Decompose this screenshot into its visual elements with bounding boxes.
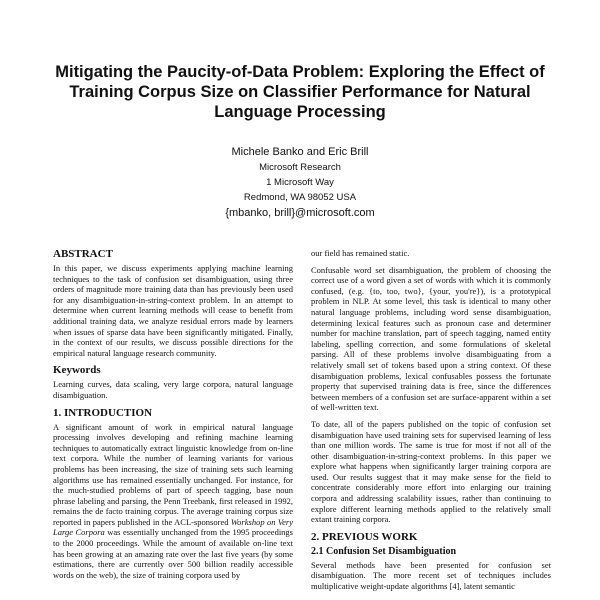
- body-paragraph: To date, all of the papers published on the topic of confusion set disambiguation have used training sets for supervised learning of less than one million words. The same is true for most if not all of the other disambiguation-in-string-context problems. In this paper we explore what happens when significantly larger training corpora are used. Our results suggest that it may make sense for the field to concentrate considerably more effort into enlarging our training corpora and addressing scalability issues, rather than continuing to explore different learning methods applied to the relatively small extant training corpora.: [311, 418, 551, 525]
- workshop-name: Workshop on Very Large Corpora: [53, 516, 293, 538]
- affiliation-line: Microsoft Research: [259, 162, 341, 173]
- previous-work-heading: 2. PREVIOUS WORK: [311, 530, 418, 543]
- right-column: [311, 248, 551, 598]
- previous-work-text: Several methods have been presented for confusion set disambiguation. The more recent set of techniques includes multiplicative weight-update algorithms [4], latent semantic: [311, 559, 551, 592]
- author-names: Michele Banko and Eric Brill: [231, 146, 369, 158]
- introduction-heading: 1. INTRODUCTION: [53, 406, 153, 419]
- author-block: [100, 144, 500, 221]
- introduction-continued: our field has remained static.: [311, 248, 410, 258]
- abstract-heading: ABSTRACT: [53, 248, 113, 260]
- paper-title: Mitigating the Paucity-of-Data Problem: Exploring the Effect of Training Corpus Size on Classifier Performance for Natural Language Processing: [55, 63, 545, 121]
- introduction-text: A significant amount of work in empirical natural language processing involves developing and refining machine learning techniques to automatically extract linguistic knowledge from on-line text corpora. While the number of learning variants for various problems has been increasing, the size of training sets such learning algorithms use has remained essentially unchanged. For instance, for the much-studied problems of part of speech tagging, base noun phrase labeling and parsing, the Penn Treebank, first released in 1992, remains the de facto training corpus. The average training corpus size reported in papers published in the ACL-sponsored Workshop on Very Large Corpora was essentially unchanged from the 1995 proceedings to the 2000 proceedings. While the amount of available on-line text has been growing at an amazing rate over the last five years (by some estimations, there are currently over 500 billion readily accessible words on the web), the size of training corpora used by: [53, 421, 293, 580]
- subsection-heading: 2.1 Confusion Set Disambiguation: [311, 545, 457, 557]
- keywords-text: Learning curves, data scaling, very large corpora, natural language disambiguation.: [53, 379, 293, 400]
- body-paragraph: Confusable word set disambiguation, the problem of choosing the correct use of a word given a set of words with which it is commonly confused, (e.g. {to, too, two}, {your, you're}), is a prototypical problem in NLP. At some level, this task is identical to many other natural language problems, including word sense disambiguation, determining lexical features such as pronoun case and determiner number for machine translation, part of speech tagging, named entity labeling, spelling correction, and some formulations of skeletal parsing. All of these problems involve disambiguating from a relatively small set of tokens based upon a string context. Of these disambiguation problems, lexical confusables possess the fortunate property that supervised training data is free, since the differences between members of a confusion set are surface-apparent within a set of well-written text.: [311, 264, 551, 413]
- city-line: Redmond, WA 98052 USA: [243, 192, 357, 203]
- address-line: 1 Microsoft Way: [266, 177, 334, 188]
- keywords-heading: Keywords: [53, 364, 101, 377]
- author-email: {mbanko, brill}@microsoft.com: [225, 207, 375, 219]
- abstract-text: In this paper, we discuss experiments applying machine learning techniques to the task of confusion set disambiguation, using three orders of magnitude more training data than has previously been used for any disambiguation-in-string-context problem. In an attempt to determine when current learning methods will cease to benefit from additional training data, we analyze residual errors made by learners when issues of sparse data have been significantly mitigated. Finally, in the context of our results, we discuss possible directions for the empirical natural language research community.: [53, 263, 293, 358]
- left-column: [53, 248, 293, 586]
